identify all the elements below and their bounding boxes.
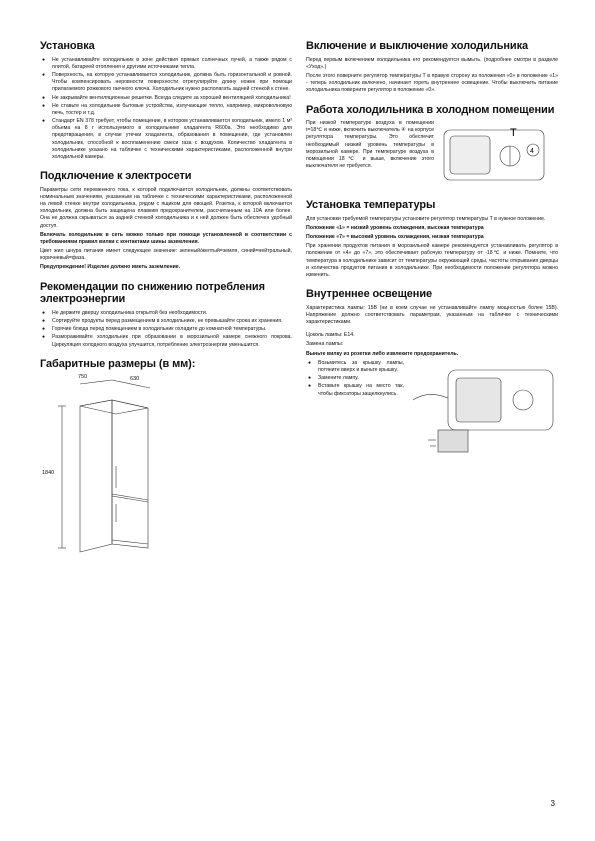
temp-pos7: Положение «7» = высокий уровень охлаждения, низкая температура [306,234,484,241]
onoff-p1: Перед первым включением холодильника его рекомендуется вымыть. (подробнее смотри в разделе «Уход».) [306,56,558,70]
list-item: ● Стандарт EN 378 требует, чтобы помещение, в котором устанавливается холодильник, имело 1 м³ объема на 8 г используемого в холодильнике хладагента R600a. Это необходимо для предотвращения, в случае утечки хладагента, образования в помещении, где установлен холодильник, способной к воспламенению смеси газа с воздухом. Количество хладагента в холодильнике указано на табличке с техническими характеристиками, расположенной внутри холодильной камеры. [40,118,292,161]
list-item: ● Не ставьте на холодильник бытовые устройства, излучающие тепло, например, микроволновую печь, тостер и т.д. [40,103,292,117]
left-column [40,40,292,565]
light-p3: Замена лампы: [306,341,344,348]
temp-section [306,199,558,279]
light-p1: Характеристика лампы: 15В (ни в коем случае не устанавливайте лампу мощностью более 15В). Напряжение должно соответствовать параметрам, указанным на табличке с техническими характеристиками. [306,304,558,326]
list-item: ● Возьмитесь за крышку лампы, потяните вверх и выньте крышку. [306,360,558,374]
cold-title: Работа холодильника в холодном помещении [306,103,555,116]
figure-label-4: 4 [530,148,534,156]
light-title: Внутреннее освещение [306,288,432,301]
list-item: ● Горячие блюда перед помещением в холодильник охладите до комнатной температуры. [40,326,292,333]
install-section [40,40,292,161]
lamp-steps [306,360,558,398]
list-item: ● Размораживайте холодильник при образовании в морозильной камере снежного покрова. Циркуляция холодного воздуха улучшится, потребление электроэнергии уменьшится. [40,334,292,348]
list-item: ● Не держите дверцу холодильника открытой без необходимости. [40,310,292,317]
energy-list [40,310,292,349]
electric-title: Подключение к электросети [40,170,192,183]
dimensions-figure [40,376,292,556]
electric-warning: Предупреждение! Изделие должно иметь заземление. [40,264,181,271]
temp-pos1: Положение «1» = низкий уровень охлаждения, высокая температура [306,224,484,231]
list-item: ● Сортируйте продукты перед размещением в холодильнике, не превышайте срока их хранения. [40,318,292,325]
energy-section [40,281,292,349]
right-column [306,40,558,469]
thermostat-drawing [438,120,558,188]
thermostat-figure [438,120,558,188]
figure-label-t: T [510,127,517,140]
light-p4: Выньте вилку из розетки либо извлеките предохранитель. [306,350,459,357]
electric-section [40,170,292,272]
dimension-width: 750 [78,374,88,381]
light-section [306,288,558,460]
list-item: ● Замените лампу. [306,375,558,382]
cold-section [306,104,558,191]
temp-p1: Для установки требуемой температуры установите регулятор температуры Т в нужное положение. [306,215,546,222]
electric-p2: Включать холодильник в сеть можно только при помощи установленной в соответствии с требованиями правил вилки с контактами шины заземления. [40,231,292,245]
dimensions-section [40,358,292,557]
onoff-section [306,40,558,95]
list-item: ● Поверхность, на которую устанавливается холодильник, должна быть горизонтальной и ровной. Чтобы компенсировать неровности поверхности отрегулируйте длину ножек при помощи прилагаемого рожкового гаечного ключа. Холодильник нужно располагать задней стенкой к стене. [40,72,292,94]
install-title: Установка [40,40,95,52]
electric-p3: Цвет жил шнура питания имеет следующее значение: зеленый/желтый=земля, синий=нейтральный, коричневый=фаза. [40,248,292,262]
onoff-p2: После этого поверните регулятор температуры Т в правую сторону из положения «0» в положение «1» - теперь холодильник включено, начинает гореть внутреннее освещение. Чтобы выключить питание холодильника поверните регулятор в положение «0». [306,72,558,94]
dimension-depth: 630 [130,376,140,383]
cold-p1: При низкой температуре воздуха в помещении t=18℃ и ниже, включить выключатель ④ на корпусе регулятора температуры. Это обеспечит необходимый низкий уровень температуры в морозильной камере. При температуре воздуха в помещении 18℃ и выше, включение этого выключателя не требуется. [306,120,434,170]
light-p2: Цоколь лампы: Е14. [306,332,355,339]
temp-p4: При хранении продуктов питания в морозильной камере рекомендуется устанавливать регулятор в положение от «4» до «7», это обеспечивает рабочую температуру от -18℃ и ниже. Помните, что температура в холодильнике зависит от температуры окружающей среды, частоты открывания дверцы и количества продуктов питания в холодильнике. При необходимости положение регулятора можно изменить. [306,243,558,278]
list-item: ● Вставьте крышку на место так, чтобы фиксаторы защелкнулись. [306,383,558,397]
list-item: ● Не закрывайте вентиляционные решетки. Всегда следите за хорошей вентиляцией холодильника! [40,95,292,102]
energy-title: Рекомендации по снижению потребления электроэнергии [40,280,265,306]
onoff-title: Включение и выключение холодильника [306,40,529,52]
fridge-dimensions-drawing [40,376,292,556]
temp-title: Установка температуры [306,199,436,212]
electric-p1: Параметры сети переменного тока, к которой подключается холодильник, должны соответствовать номинальным значениям, указанным на табличке с техническими характеристиками, расположенной на левой стенке внутри холодильника, рядом с ящиком для овощей. Розетка, к которой включается холодильник, должна быть защищена плавким предохранителем, рассчитанным на 10А или более. Она не должна скрываться за задней стенкой холодильника и к ней должен быть обеспечен удобный доступ. [40,186,292,229]
list-item: ● Не устанавливайте холодильник в зоне действия прямых солнечных лучей, а также рядом с плитой, батареей отопления и другими источниками тепла. [40,57,292,71]
page-number: 3 [550,799,555,808]
dimensions-title: Габаритные размеры (в мм): [40,357,196,370]
install-list [40,57,292,161]
dimension-height: 1840 [42,470,55,477]
